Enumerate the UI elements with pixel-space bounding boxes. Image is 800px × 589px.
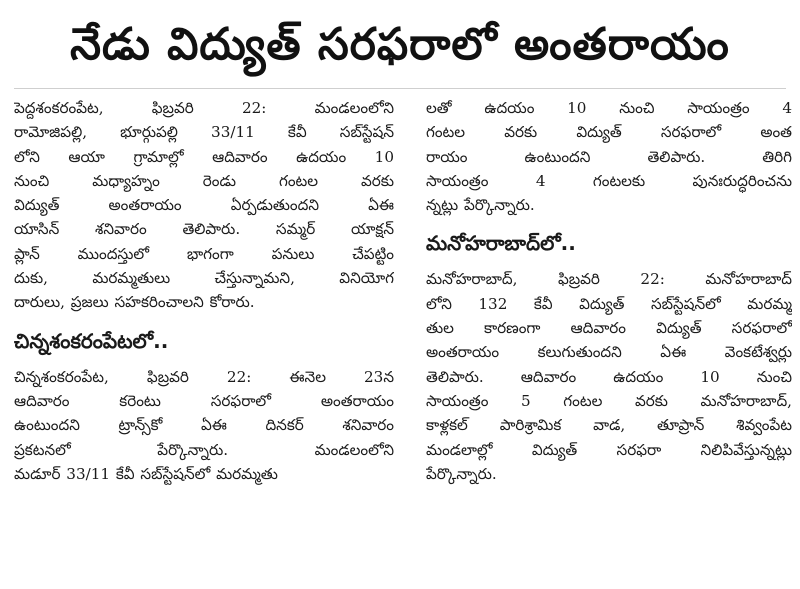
text-line: మనోహరాబాద్, ఫిబ్రవరి 22: మనోహరాబాద్ [426,270,792,289]
text-line: కాళ్లకల్ పారిశ్రామిక వాడ, తూప్రాన్ శివ్వంపేట [426,416,792,435]
text-line: ప్రకటనలో పేర్కొన్నారు. మండలంలోని [14,440,394,459]
text-line: అంతరాయం కలుగుతుందని ఏఈ వెంకటేశ్వర్లు [426,343,792,362]
text-line: పేర్కొన్నారు. [426,464,497,483]
left-subheading: చిన్నశంకరంపేటలో.. [14,328,169,353]
left-column [14,96,394,486]
text-line: న్నట్లు పేర్కొన్నారు. [426,196,535,215]
text-line: ఉంటుందని ట్రాన్స్‌కో ఏఈ దినకర్ శనివారం [14,416,394,435]
right-column [426,96,792,486]
left-paragraph-2 [14,365,394,486]
text-line: రామోజిపల్లి, భూర్గుపల్లి 33/11 కేవీ సబ్‌స్టేషన్ [14,123,394,142]
text-line: లతో ఉదయం 10 నుంచి సాయంత్రం 4 [426,99,792,117]
right-paragraph-1 [426,96,792,217]
headline: నేడు విద్యుత్ సరఫరాలో అంతరాయం [70,19,730,70]
right-paragraph-2 [426,267,792,486]
text-line: లోని 132 కేవీ విద్యుత్ సబ్‌స్టేషన్‌లో మరమ్మ [426,294,792,313]
text-line: యాసిన్ శనివారం తెలిపారు. సమ్మర్ యాక్షన్ [14,220,394,239]
text-line: లోని ఆయా గ్రామాల్లో ఆదివారం ఉదయం 10 [14,147,394,166]
text-line: మండలాల్లో విద్యుత్ సరఫరా నిలిపివేస్తున్నట్లు [426,440,792,459]
text-line: నుంచి మధ్యాహ్నం రెండు గంటల వరకు [14,171,394,190]
text-line: విద్యుత్ అంతరాయం ఏర్పడుతుందని ఏఈ [14,196,394,215]
left-paragraph-1 [14,96,394,315]
text-line: దుకు, మరమ్మతులు చేస్తున్నామని, వినియోగ [14,269,394,288]
text-line: చిన్నశంకరంపేట, ఫిబ్రవరి 22: ఈనెల 23న [14,367,394,386]
text-line: రాయం ఉంటుందని తెలిపారు. తిరిగి [426,147,792,166]
text-line: గంటల వరకు విద్యుత్ సరఫరాలో అంత [426,123,792,142]
text-line: ప్లాన్ ముందస్తులో భాగంగా పనులు చేపట్టిం [14,244,394,263]
text-line: ఆదివారం కరెంటు సరఫరాలో అంతరాయం [14,391,394,410]
headline-divider [14,88,786,89]
text-line: తెలిపారు. ఆదివారం ఉదయం 10 నుంచి [426,367,792,386]
text-line: పెద్దశంకరంపేట, ఫిబ్రవరి 22: మండలంలోని [14,99,394,117]
text-line: సాయంత్రం 4 గంటలకు పునఃరుద్ధరించను [426,171,792,190]
text-line: దారులు, ప్రజలు సహకరించాలని కోరారు. [14,293,255,312]
text-line: తుల కారణంగా ఆదివారం విద్యుత్ సరఫరాలో [426,319,792,338]
right-subheading: మనోహరాబాద్‌లో.. [426,231,576,256]
text-line: సాయంత్రం 5 గంటల వరకు మనోహరాబాద్, [426,391,792,410]
text-line: మడూర్ 33/11 కేవీ సబ్‌స్టేషన్‌లో మరమ్మతు [14,464,278,483]
